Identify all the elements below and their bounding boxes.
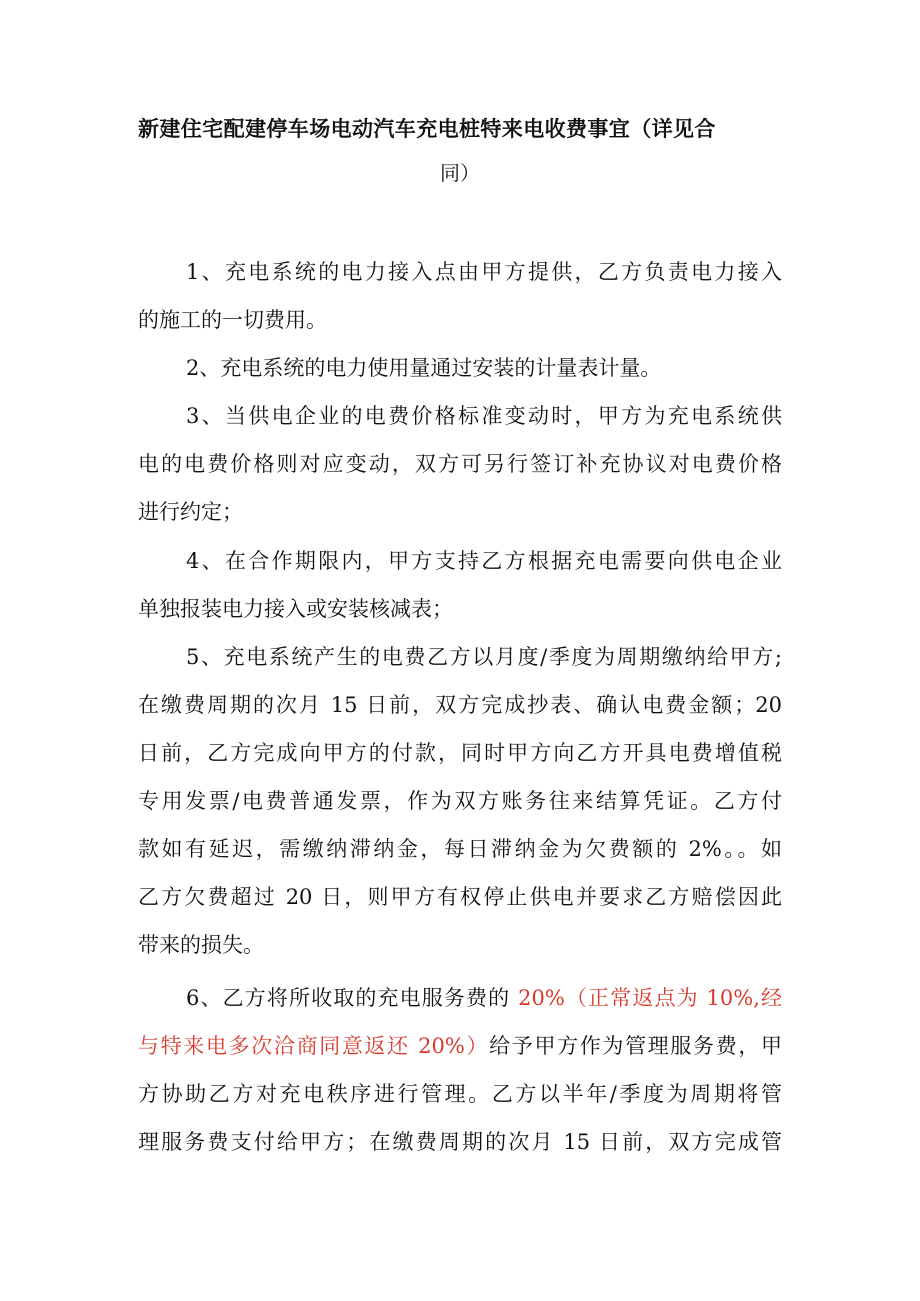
paragraph-5-line-7: 带来的损失。 bbox=[138, 933, 264, 957]
paragraph-6-line-3: 方协助乙方对充电秩序进行管理。乙方以半年/季度为周期将管 bbox=[138, 1082, 782, 1106]
paragraph-2-line-1: 2、充电系统的电力使用量通过安装的计量表计量。 bbox=[186, 356, 662, 380]
paragraph-5-line-2: 在缴费周期的次月 15 日前，双方完成抄表、确认电费金额；20 bbox=[138, 693, 782, 717]
paragraph-5-line-5: 款如有延迟，需缴纳滞纳金，每日滞纳金为欠费额的 2%。。如 bbox=[138, 837, 782, 861]
paragraph-6-line-1 bbox=[186, 978, 782, 1018]
paragraph-4-line-2: 单独报装电力接入或安装核减表； bbox=[138, 597, 453, 621]
paragraph-1-line-1: 1、充电系统的电力接入点由甲方提供，乙方负责电力接入 bbox=[186, 260, 782, 284]
paragraph-6-line-4: 理服务费支付给甲方；在缴费周期的次月 15 日前，双方完成管 bbox=[138, 1130, 782, 1154]
paragraph-3-line-2: 电的电费价格则对应变动，双方可另行签订补充协议对电费价格 bbox=[138, 452, 782, 476]
document-title-continuation: 同） bbox=[440, 161, 480, 185]
paragraph-3-line-1: 3、当供电企业的电费价格标准变动时，甲方为充电系统供 bbox=[186, 404, 782, 428]
paragraph-4-line-1: 4、在合作期限内，甲方支持乙方根据充电需要向供电企业 bbox=[186, 549, 782, 573]
paragraph-6-text: 6、乙方将所收取的充电服务费的 bbox=[186, 986, 519, 1010]
paragraph-5-line-4: 专用发票/电费普通发票，作为双方账务往来结算凭证。乙方付 bbox=[138, 789, 782, 813]
paragraph-1-line-2: 的施工的一切费用。 bbox=[138, 308, 327, 332]
document-title: 新建住宅配建停车场电动汽车充电桩特来电收费事宜（详见合 bbox=[138, 117, 716, 141]
paragraph-6-highlight: 与特来电多次洽商同意返还 20%） bbox=[138, 1034, 490, 1058]
paragraph-3-line-3: 进行约定； bbox=[138, 500, 243, 524]
paragraph-6-line-2 bbox=[138, 1026, 782, 1066]
paragraph-6-text: 给予甲方作为管理服务费，甲 bbox=[489, 1034, 782, 1058]
paragraph-5-line-6: 乙方欠费超过 20 日，则甲方有权停止供电并要求乙方赔偿因此 bbox=[138, 885, 782, 909]
paragraph-5-line-3: 日前，乙方完成向甲方的付款，同时甲方向乙方开具电费增值税 bbox=[138, 741, 782, 765]
paragraph-6-highlight: 20%（正常返点为 10%,经 bbox=[518, 986, 782, 1010]
paragraph-5-line-1: 5、充电系统产生的电费乙方以月度/季度为周期缴纳给甲方; bbox=[186, 645, 782, 669]
